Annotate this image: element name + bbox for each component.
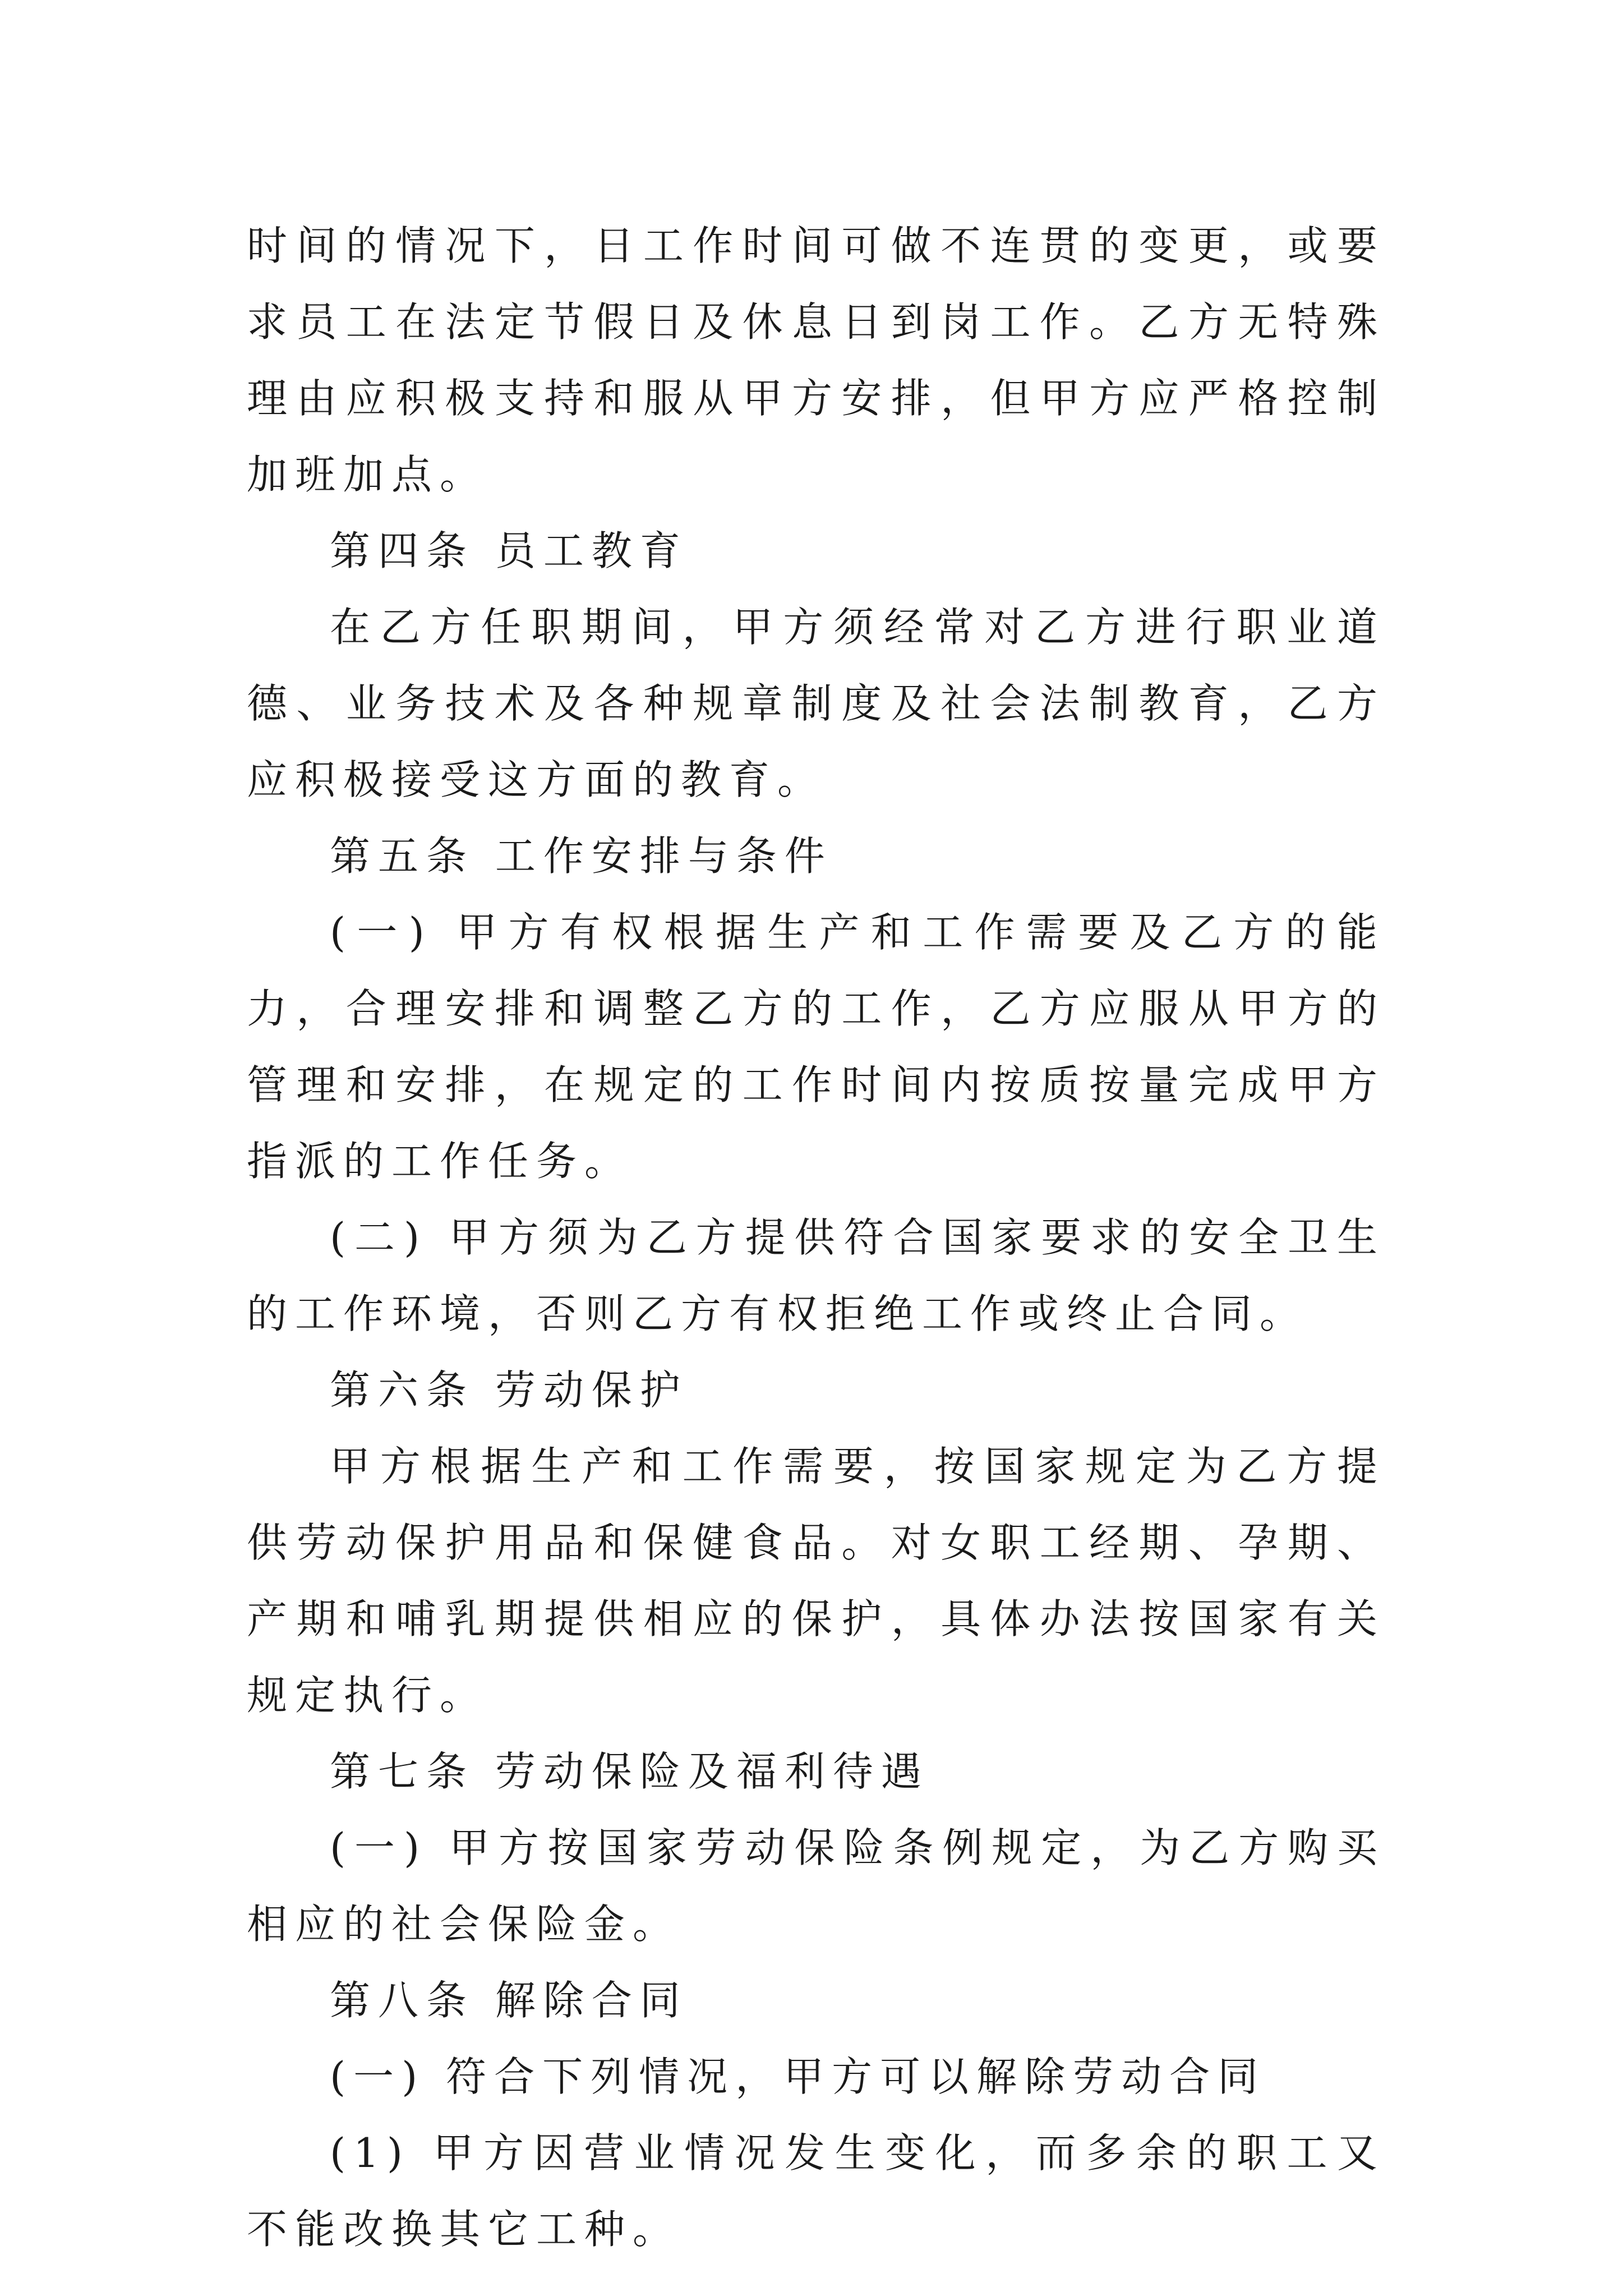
article-4-heading: 第四条 员工教育 (330, 527, 688, 574)
article-5-heading: 第五条 工作安排与条件 (330, 832, 833, 880)
paragraph-termination-1: (一) 符合下列情况，甲方可以解除劳动合同 (330, 2053, 1266, 2100)
article-7-heading: 第七条 劳动保险及福利待遇 (330, 1748, 929, 1795)
document-body (247, 208, 1385, 2267)
paragraph-termination-1-1: (1) 甲方因营业情况发生变化，而多余的职工又不能改换其它工种。 (247, 2129, 1385, 2253)
paragraph-labor-protection: 甲方根据生产和工作需要，按国家规定为乙方提供劳动保护用品和保健食品。对女职工经期、孕期、产期和哺乳期提供相应的保护，具体办法按国家有关规定执行。 (247, 1443, 1385, 1719)
article-6-heading: 第六条 劳动保护 (330, 1366, 688, 1414)
paragraph-insurance-1: (一) 甲方按国家劳动保险条例规定，为乙方购买相应的社会保险金。 (247, 1824, 1385, 1948)
article-8-heading: 第八条 解除合同 (330, 1977, 688, 2024)
paragraph-work-arrangement-1: (一) 甲方有权根据生产和工作需要及乙方的能力，合理安排和调整乙方的工作，乙方应服从甲方的管理和安排，在规定的工作时间内按质按量完成甲方指派的工作任务。 (247, 909, 1385, 1185)
paragraph-continued-working-hours: 时间的情况下，日工作时间可做不连贯的变更，或要求员工在法定节假日及休息日到岗工作。乙方无特殊理由应积极支持和服从甲方安排，但甲方应严格控制加班加点。 (247, 222, 1385, 498)
paragraph-employee-education: 在乙方任职期间，甲方须经常对乙方进行职业道德、业务技术及各种规章制度及社会法制教育，乙方应积极接受这方面的教育。 (247, 604, 1385, 803)
paragraph-work-arrangement-2: (二) 甲方须为乙方提供符合国家要求的安全卫生的工作环境，否则乙方有权拒绝工作或终止合同。 (247, 1214, 1385, 1337)
